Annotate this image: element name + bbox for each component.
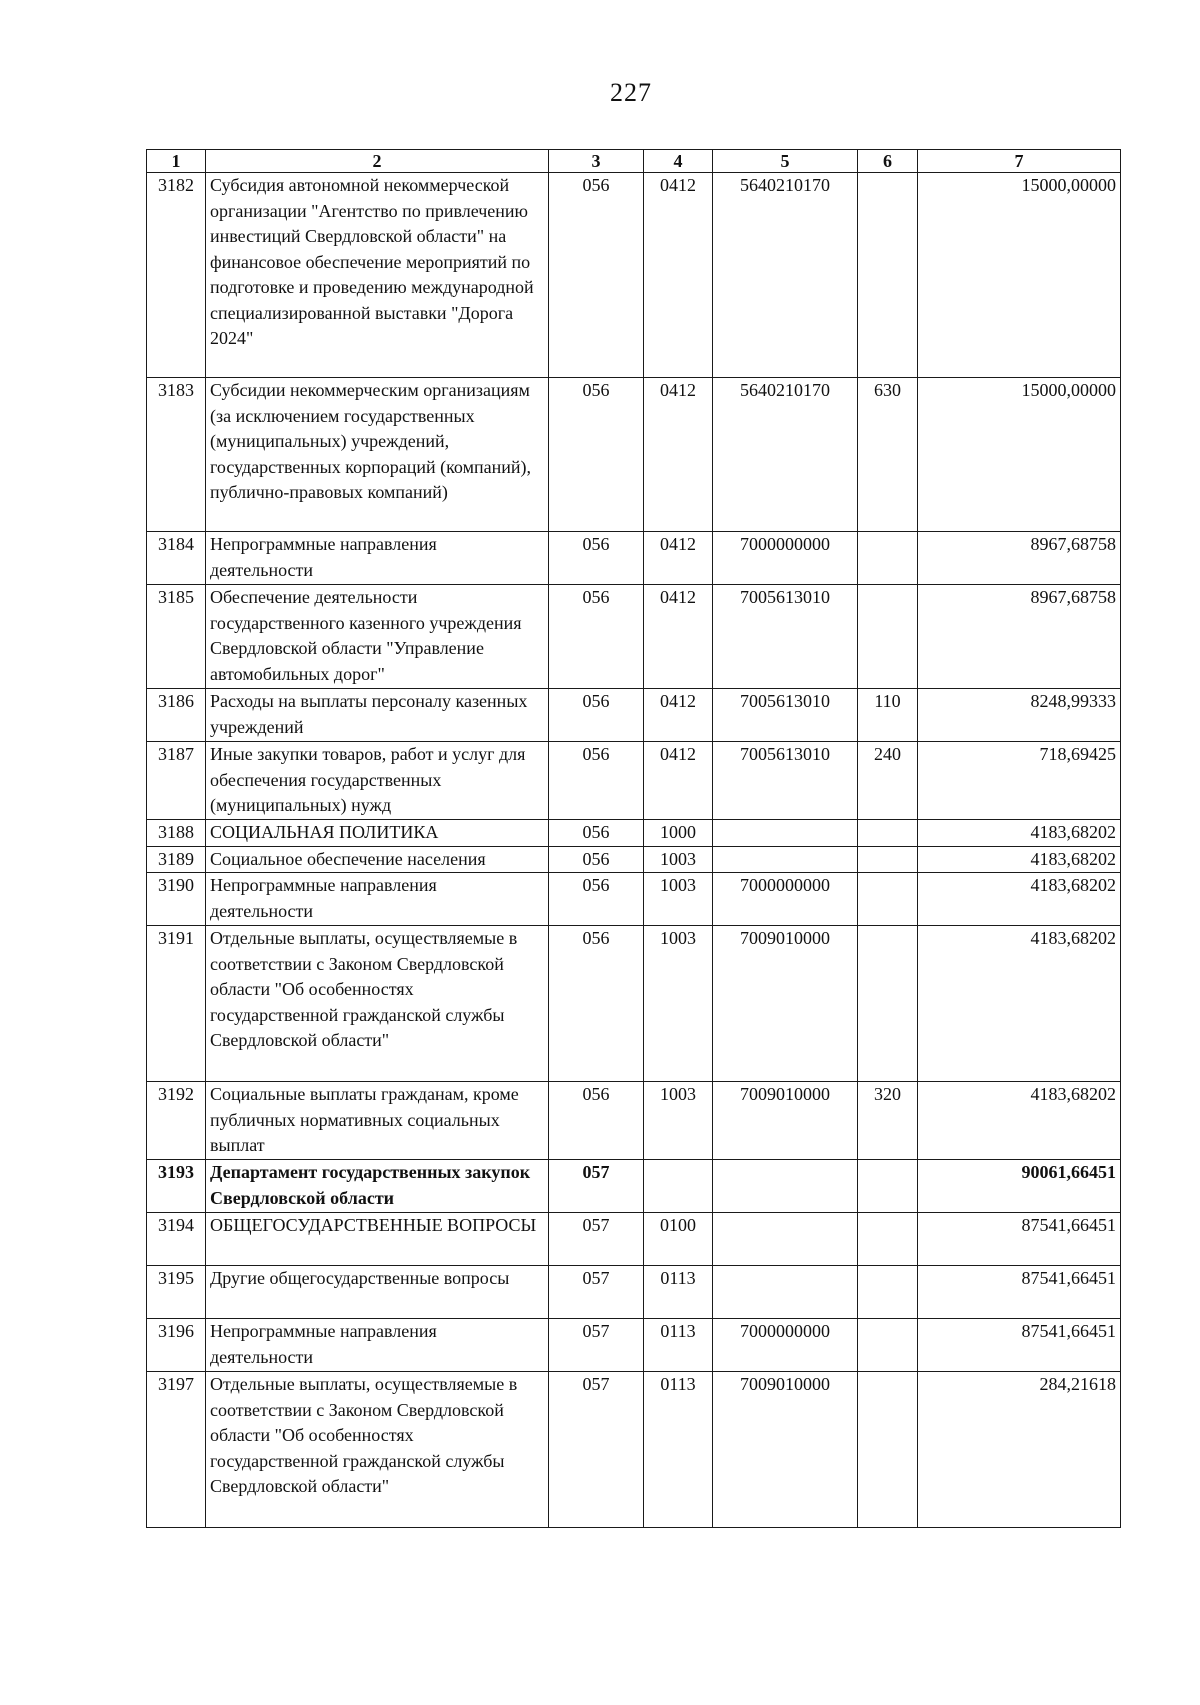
row-code-5: 7005613010	[713, 689, 858, 742]
row-number: 3188	[147, 820, 206, 847]
row-number: 3190	[147, 873, 206, 926]
row-code-5: 7009010000	[713, 926, 858, 1082]
table-row	[147, 378, 1121, 532]
row-amount: 4183,68202	[918, 873, 1121, 926]
row-code-3: 056	[549, 532, 644, 585]
row-code-6	[858, 1213, 918, 1266]
row-code-4: 1003	[644, 1082, 713, 1160]
table-row	[147, 1160, 1121, 1213]
row-amount: 718,69425	[918, 742, 1121, 820]
row-code-4: 1003	[644, 846, 713, 873]
row-amount: 15000,00000	[918, 173, 1121, 378]
row-code-6	[858, 1372, 918, 1528]
row-code-4: 1003	[644, 926, 713, 1082]
row-number: 3192	[147, 1082, 206, 1160]
row-name: Непрограммные направления деятельности	[206, 1319, 549, 1372]
table-row	[147, 742, 1121, 820]
row-number: 3186	[147, 689, 206, 742]
row-amount: 87541,66451	[918, 1213, 1121, 1266]
header-row	[147, 150, 1121, 173]
row-number: 3194	[147, 1213, 206, 1266]
row-code-3: 057	[549, 1319, 644, 1372]
row-name: Субсидии некоммерческим организациям (за исключением государственных (муниципальных) учреждений, государственных корпораций (компаний), публично-правовых компаний)	[206, 378, 549, 532]
row-code-3: 057	[549, 1266, 644, 1319]
table-row	[147, 1266, 1121, 1319]
row-name: Непрограммные направления деятельности	[206, 873, 549, 926]
row-number: 3196	[147, 1319, 206, 1372]
row-code-4: 0412	[644, 742, 713, 820]
row-code-5: 7000000000	[713, 873, 858, 926]
row-code-4: 0100	[644, 1213, 713, 1266]
row-code-5	[713, 846, 858, 873]
row-number: 3183	[147, 378, 206, 532]
row-code-3: 056	[549, 846, 644, 873]
row-code-3: 057	[549, 1372, 644, 1528]
table-row	[147, 1082, 1121, 1160]
row-code-5: 5640210170	[713, 173, 858, 378]
row-code-6	[858, 1266, 918, 1319]
row-code-5	[713, 1160, 858, 1213]
row-name: ОБЩЕГОСУДАРСТВЕННЫЕ ВОПРОСЫ	[206, 1213, 549, 1266]
table-row	[147, 585, 1121, 689]
row-code-5	[713, 1266, 858, 1319]
row-name: Отдельные выплаты, осуществляемые в соответствии с Законом Свердловской области "Об особенностях государственной гражданской службы Свердловской области"	[206, 926, 549, 1082]
row-name: Расходы на выплаты персоналу казенных учреждений	[206, 689, 549, 742]
row-code-4: 0113	[644, 1266, 713, 1319]
row-amount: 4183,68202	[918, 926, 1121, 1082]
header-col-2: 2	[206, 150, 549, 173]
row-code-5: 7000000000	[713, 532, 858, 585]
row-amount: 284,21618	[918, 1372, 1121, 1528]
row-code-6	[858, 532, 918, 585]
header-col-1: 1	[147, 150, 206, 173]
row-amount: 8248,99333	[918, 689, 1121, 742]
row-code-4: 0412	[644, 378, 713, 532]
row-code-3: 056	[549, 1082, 644, 1160]
row-code-4: 0412	[644, 532, 713, 585]
row-code-6: 240	[858, 742, 918, 820]
table-row	[147, 173, 1121, 378]
row-code-3: 056	[549, 173, 644, 378]
row-code-4: 0412	[644, 173, 713, 378]
row-number: 3189	[147, 846, 206, 873]
row-code-5: 7005613010	[713, 585, 858, 689]
row-name: Социальное обеспечение населения	[206, 846, 549, 873]
row-code-4: 0412	[644, 689, 713, 742]
row-code-6: 630	[858, 378, 918, 532]
row-amount: 90061,66451	[918, 1160, 1121, 1213]
row-code-4: 1003	[644, 873, 713, 926]
row-number: 3184	[147, 532, 206, 585]
row-code-6: 110	[858, 689, 918, 742]
row-number: 3193	[147, 1160, 206, 1213]
row-name: Департамент государственных закупок Свердловской области	[206, 1160, 549, 1213]
table-row	[147, 846, 1121, 873]
row-number: 3185	[147, 585, 206, 689]
row-name: Иные закупки товаров, работ и услуг для обеспечения государственных (муниципальных) нужд	[206, 742, 549, 820]
row-code-5: 7009010000	[713, 1082, 858, 1160]
row-code-6	[858, 173, 918, 378]
row-number: 3182	[147, 173, 206, 378]
row-code-6	[858, 585, 918, 689]
row-code-3: 056	[549, 689, 644, 742]
table-row	[147, 1372, 1121, 1528]
header-col-7: 7	[918, 150, 1121, 173]
row-amount: 4183,68202	[918, 1082, 1121, 1160]
table-row	[147, 926, 1121, 1082]
row-number: 3195	[147, 1266, 206, 1319]
table-row	[147, 820, 1121, 847]
page-number: 227	[610, 78, 652, 107]
row-code-3: 057	[549, 1213, 644, 1266]
row-code-4	[644, 1160, 713, 1213]
row-number: 3191	[147, 926, 206, 1082]
row-code-6	[858, 846, 918, 873]
row-code-3: 057	[549, 1160, 644, 1213]
table-row	[147, 873, 1121, 926]
row-name: СОЦИАЛЬНАЯ ПОЛИТИКА	[206, 820, 549, 847]
row-amount: 8967,68758	[918, 585, 1121, 689]
header-col-4: 4	[644, 150, 713, 173]
row-code-4: 0113	[644, 1372, 713, 1528]
budget-table	[146, 149, 1121, 1528]
row-amount: 4183,68202	[918, 820, 1121, 847]
row-amount: 15000,00000	[918, 378, 1121, 532]
row-code-5: 7009010000	[713, 1372, 858, 1528]
header-col-6: 6	[858, 150, 918, 173]
row-code-4: 1000	[644, 820, 713, 847]
row-name: Обеспечение деятельности государственного казенного учреждения Свердловской области "Управление автомобильных дорог"	[206, 585, 549, 689]
row-code-3: 056	[549, 926, 644, 1082]
row-name: Отдельные выплаты, осуществляемые в соответствии с Законом Свердловской области "Об особенностях государственной гражданской службы Свердловской области"	[206, 1372, 549, 1528]
row-code-5	[713, 1213, 858, 1266]
row-code-4: 0113	[644, 1319, 713, 1372]
row-name: Другие общегосударственные вопросы	[206, 1266, 549, 1319]
header-col-3: 3	[549, 150, 644, 173]
header-col-5: 5	[713, 150, 858, 173]
row-code-4: 0412	[644, 585, 713, 689]
row-code-6	[858, 926, 918, 1082]
row-number: 3187	[147, 742, 206, 820]
row-name: Непрограммные направления деятельности	[206, 532, 549, 585]
row-code-3: 056	[549, 378, 644, 532]
row-code-3: 056	[549, 820, 644, 847]
row-name: Субсидия автономной некоммерческой организации "Агентство по привлечению инвестиций Свердловской области" на финансовое обеспечение мероприятий по подготовке и проведению международной специализированной выставки "Дорога 2024"	[206, 173, 549, 378]
row-code-5: 7005613010	[713, 742, 858, 820]
row-code-3: 056	[549, 742, 644, 820]
row-code-5: 5640210170	[713, 378, 858, 532]
row-name: Социальные выплаты гражданам, кроме публичных нормативных социальных выплат	[206, 1082, 549, 1160]
row-code-3: 056	[549, 585, 644, 689]
row-code-6	[858, 873, 918, 926]
row-amount: 4183,68202	[918, 846, 1121, 873]
row-code-5	[713, 820, 858, 847]
row-code-6	[858, 820, 918, 847]
table-row	[147, 1319, 1121, 1372]
row-amount: 87541,66451	[918, 1266, 1121, 1319]
row-number: 3197	[147, 1372, 206, 1528]
row-code-5: 7000000000	[713, 1319, 858, 1372]
table-row	[147, 1213, 1121, 1266]
row-amount: 8967,68758	[918, 532, 1121, 585]
table-row	[147, 689, 1121, 742]
row-code-6	[858, 1160, 918, 1213]
row-amount: 87541,66451	[918, 1319, 1121, 1372]
table-row	[147, 532, 1121, 585]
row-code-6: 320	[858, 1082, 918, 1160]
row-code-3: 056	[549, 873, 644, 926]
row-code-6	[858, 1319, 918, 1372]
